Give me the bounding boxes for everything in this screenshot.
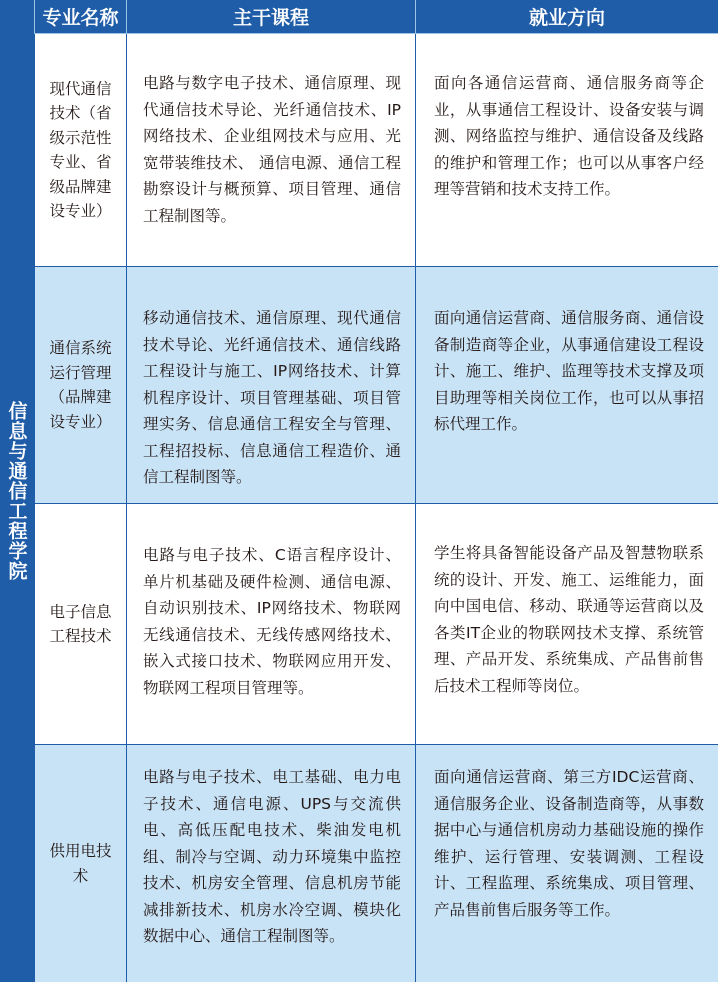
header-core-courses: 主干课程 xyxy=(127,0,416,34)
major-name-cell xyxy=(35,504,127,745)
career-direction-cell xyxy=(416,267,718,504)
core-courses: 电路与电子技术、电工基础、电力电子技术、通信电源、UPS与交流供电、高低压配电技术、柴油发电机组、制冷与空调、动力环境集中监控技术、机房安全管理、信息机房节能减排新技术、机房水冷空调、模块化数据中心、通信工程制图等。 xyxy=(143,768,401,945)
core-courses-cell xyxy=(127,745,416,982)
career-direction: 面向通信运营商、通信服务商、通信设备制造商等企业，从事通信建设工程设计、施工、维护、监理等技术支撑及项目助理等相关岗位工作，也可以从事招标代理工作。 xyxy=(434,309,704,433)
header-career-direction: 就业方向 xyxy=(416,0,718,34)
core-courses-cell xyxy=(127,267,416,504)
career-direction-cell xyxy=(416,504,718,745)
career-direction-cell xyxy=(416,745,718,982)
core-courses-cell xyxy=(127,504,416,745)
major-name-cell xyxy=(35,267,127,504)
major-name: 现代通信技术（省级示范性专业、省级品牌建设专业） xyxy=(49,79,112,220)
major-name-cell xyxy=(35,34,127,267)
core-courses: 电路与数字电子技术、通信原理、现代通信技术导论、光纤通信技术、IP网络技术、企业组网技术与应用、光宽带装维技术、 通信电源、通信工程勘察设计与概预算、项目管理、通信工程制图等。 xyxy=(143,74,401,225)
career-direction: 面向各通信运营商、通信服务商等企业，从事通信工程设计、设备安装与调测、网络监控与维护、通信设备及线路的维护和管理工作；也可以从事客户经理等营销和技术支持工作。 xyxy=(434,74,704,198)
table-row xyxy=(35,34,718,267)
majors-table xyxy=(34,0,718,982)
career-direction: 学生将具备智能设备产品及智慧物联系统的设计、开发、施工、运维能力，面向中国电信、移动、联通等运营商以及各类IT企业的物联网技术支撑、系统管理、产品开发、系统集成、产品售前售后技术工程师等岗位。 xyxy=(434,544,704,695)
core-courses: 移动通信技术、通信原理、现代通信技术导论、光纤通信技术、通信线路工程设计与施工、IP网络技术、计算机程序设计、项目管理基础、项目管理实务、信息通信工程安全与管理、工程招投标、信息通信工程造价、通信工程制图等。 xyxy=(143,309,401,486)
college-label: 信息与通信工程学院 xyxy=(5,401,28,581)
major-name: 电子信息工程技术 xyxy=(49,602,112,645)
career-direction-cell xyxy=(416,34,718,267)
table-row xyxy=(35,745,718,982)
major-name: 通信系统运行管理（品牌建设专业） xyxy=(49,339,112,431)
major-name-cell xyxy=(35,745,127,982)
career-direction: 面向通信运营商、第三方IDC运营商、通信服务企业、设备制造商等，从事数据中心与通信机房动力基础设施的操作维护、运行管理、安装调测、工程设计、工程监理、系统集成、项目管理、产品售前售后服务等工作。 xyxy=(434,768,704,919)
table-row xyxy=(35,504,718,745)
college-bar xyxy=(0,0,34,982)
header-row xyxy=(35,0,718,34)
header-major-name: 专业名称 xyxy=(35,0,127,34)
core-courses: 电路与电子技术、C语言程序设计、单片机基础及硬件检测、通信电源、自动识别技术、IP网络技术、物联网无线通信技术、无线传感网络技术、嵌入式接口技术、物联网应用开发、物联网工程项目管理等。 xyxy=(143,546,401,697)
table-row xyxy=(35,267,718,504)
core-courses-cell xyxy=(127,34,416,267)
major-name: 供用电技术 xyxy=(49,842,112,885)
